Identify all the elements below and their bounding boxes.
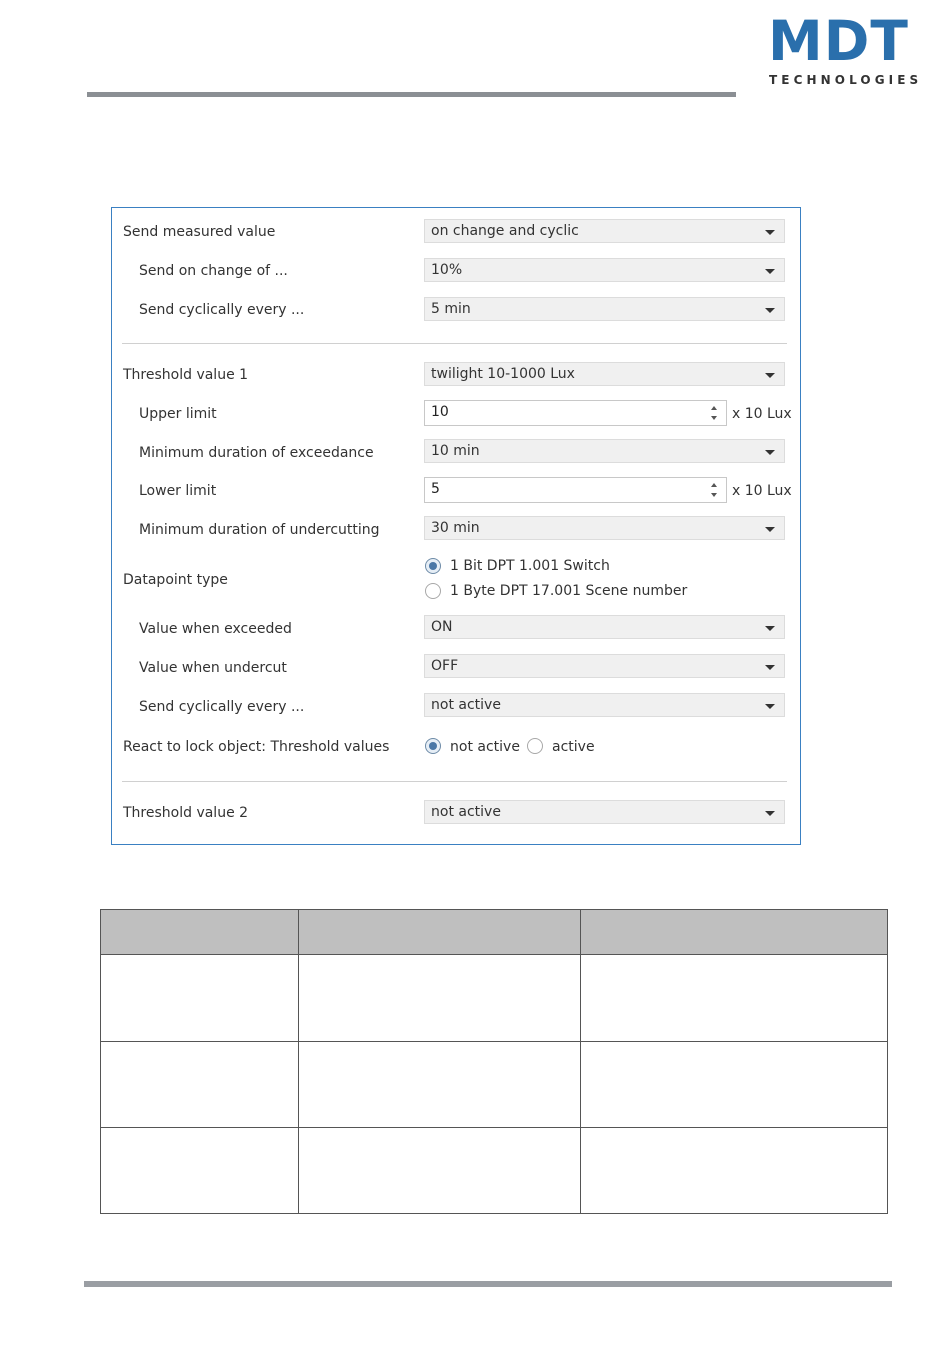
lock-radio-active[interactable] [527, 738, 543, 754]
min-exceed-label: Minimum duration of exceedance [139, 445, 374, 461]
spin-up-icon[interactable] [711, 483, 717, 487]
send-measured-value: on change and cyclic [431, 223, 579, 239]
dropdown-arrow-icon [765, 527, 775, 532]
table-row [101, 1128, 888, 1214]
table-cell [581, 1128, 888, 1214]
table-cell [101, 955, 299, 1042]
value-undercut-value: OFF [431, 658, 459, 674]
value-exceeded-select[interactable] [424, 615, 785, 639]
min-under-select[interactable] [424, 516, 785, 540]
footer-rule [84, 1281, 892, 1287]
upper-limit-label: Upper limit [139, 406, 217, 422]
lock-option-active: active [552, 739, 595, 755]
send-on-change-select[interactable] [424, 258, 785, 282]
table-header-cell [101, 910, 299, 955]
min-under-value: 30 min [431, 520, 480, 536]
table-header-cell [298, 910, 581, 955]
min-exceed-select[interactable] [424, 439, 785, 463]
lower-limit-input[interactable] [424, 477, 727, 503]
send-cyclic2-select[interactable] [424, 693, 785, 717]
send-cyclic-label: Send cyclically every ... [139, 302, 305, 318]
dropdown-arrow-icon [765, 665, 775, 670]
threshold1-select[interactable] [424, 362, 785, 386]
datapoint-label: Datapoint type [123, 572, 228, 588]
parameter-dialog [111, 207, 801, 845]
send-cyclic-select[interactable] [424, 297, 785, 321]
table-cell [101, 1128, 299, 1214]
header-rule [87, 92, 736, 97]
lower-limit-unit: x 10 Lux [732, 483, 792, 499]
table-cell [298, 955, 581, 1042]
upper-limit-input[interactable] [424, 400, 727, 426]
spin-down-icon[interactable] [711, 416, 717, 420]
threshold2-value: not active [431, 804, 501, 820]
lock-option-not-active: not active [450, 739, 520, 755]
separator [122, 343, 787, 344]
datapoint-radio-1bit[interactable] [425, 558, 441, 574]
value-undercut-label: Value when undercut [139, 660, 287, 676]
send-measured-select[interactable] [424, 219, 785, 243]
table-cell [298, 1042, 581, 1128]
table-cell [101, 1042, 299, 1128]
dropdown-arrow-icon [765, 626, 775, 631]
dropdown-arrow-icon [765, 811, 775, 816]
send-cyclic-value: 5 min [431, 301, 471, 317]
dropdown-arrow-icon [765, 450, 775, 455]
table-row [101, 955, 888, 1042]
send-measured-label: Send measured value [123, 224, 276, 240]
table-cell [581, 1042, 888, 1128]
upper-limit-value: 10 [431, 404, 449, 420]
send-cyclic2-value: not active [431, 697, 501, 713]
upper-limit-unit: x 10 Lux [732, 406, 792, 422]
table-header-row [101, 910, 888, 955]
threshold2-label: Threshold value 2 [123, 805, 249, 821]
lower-limit-value: 5 [431, 481, 440, 497]
separator [122, 781, 787, 782]
parameter-table [100, 909, 888, 1214]
lock-radio-not-active[interactable] [425, 738, 441, 754]
dropdown-arrow-icon [765, 230, 775, 235]
spin-up-icon[interactable] [711, 406, 717, 410]
logo-subtitle: TECHNOLOGIES [769, 73, 923, 87]
datapoint-option-1bit: 1 Bit DPT 1.001 Switch [450, 558, 610, 574]
lower-limit-label: Lower limit [139, 483, 217, 499]
threshold1-value: twilight 10-1000 Lux [431, 366, 575, 382]
spin-down-icon[interactable] [711, 493, 717, 497]
send-cyclic2-label: Send cyclically every ... [139, 699, 305, 715]
table-cell [581, 955, 888, 1042]
threshold2-select[interactable] [424, 800, 785, 824]
mdt-logo [768, 9, 923, 94]
min-exceed-value: 10 min [431, 443, 480, 459]
send-on-change-label: Send on change of ... [139, 263, 288, 279]
threshold1-label: Threshold value 1 [123, 367, 249, 383]
min-under-label: Minimum duration of undercutting [139, 522, 380, 538]
value-undercut-select[interactable] [424, 654, 785, 678]
table-cell [298, 1128, 581, 1214]
dropdown-arrow-icon [765, 704, 775, 709]
dropdown-arrow-icon [765, 373, 775, 378]
dropdown-arrow-icon [765, 269, 775, 274]
send-on-change-value: 10% [431, 262, 463, 278]
dropdown-arrow-icon [765, 308, 775, 313]
table-header-cell [581, 910, 888, 955]
datapoint-option-1byte: 1 Byte DPT 17.001 Scene number [450, 583, 688, 599]
value-exceeded-label: Value when exceeded [139, 621, 292, 637]
table-row [101, 1042, 888, 1128]
datapoint-radio-1byte[interactable] [425, 583, 441, 599]
value-exceeded-value: ON [431, 619, 453, 635]
logo-mark: MDT [768, 9, 909, 73]
lock-object-label: React to lock object: Threshold values [123, 739, 390, 755]
